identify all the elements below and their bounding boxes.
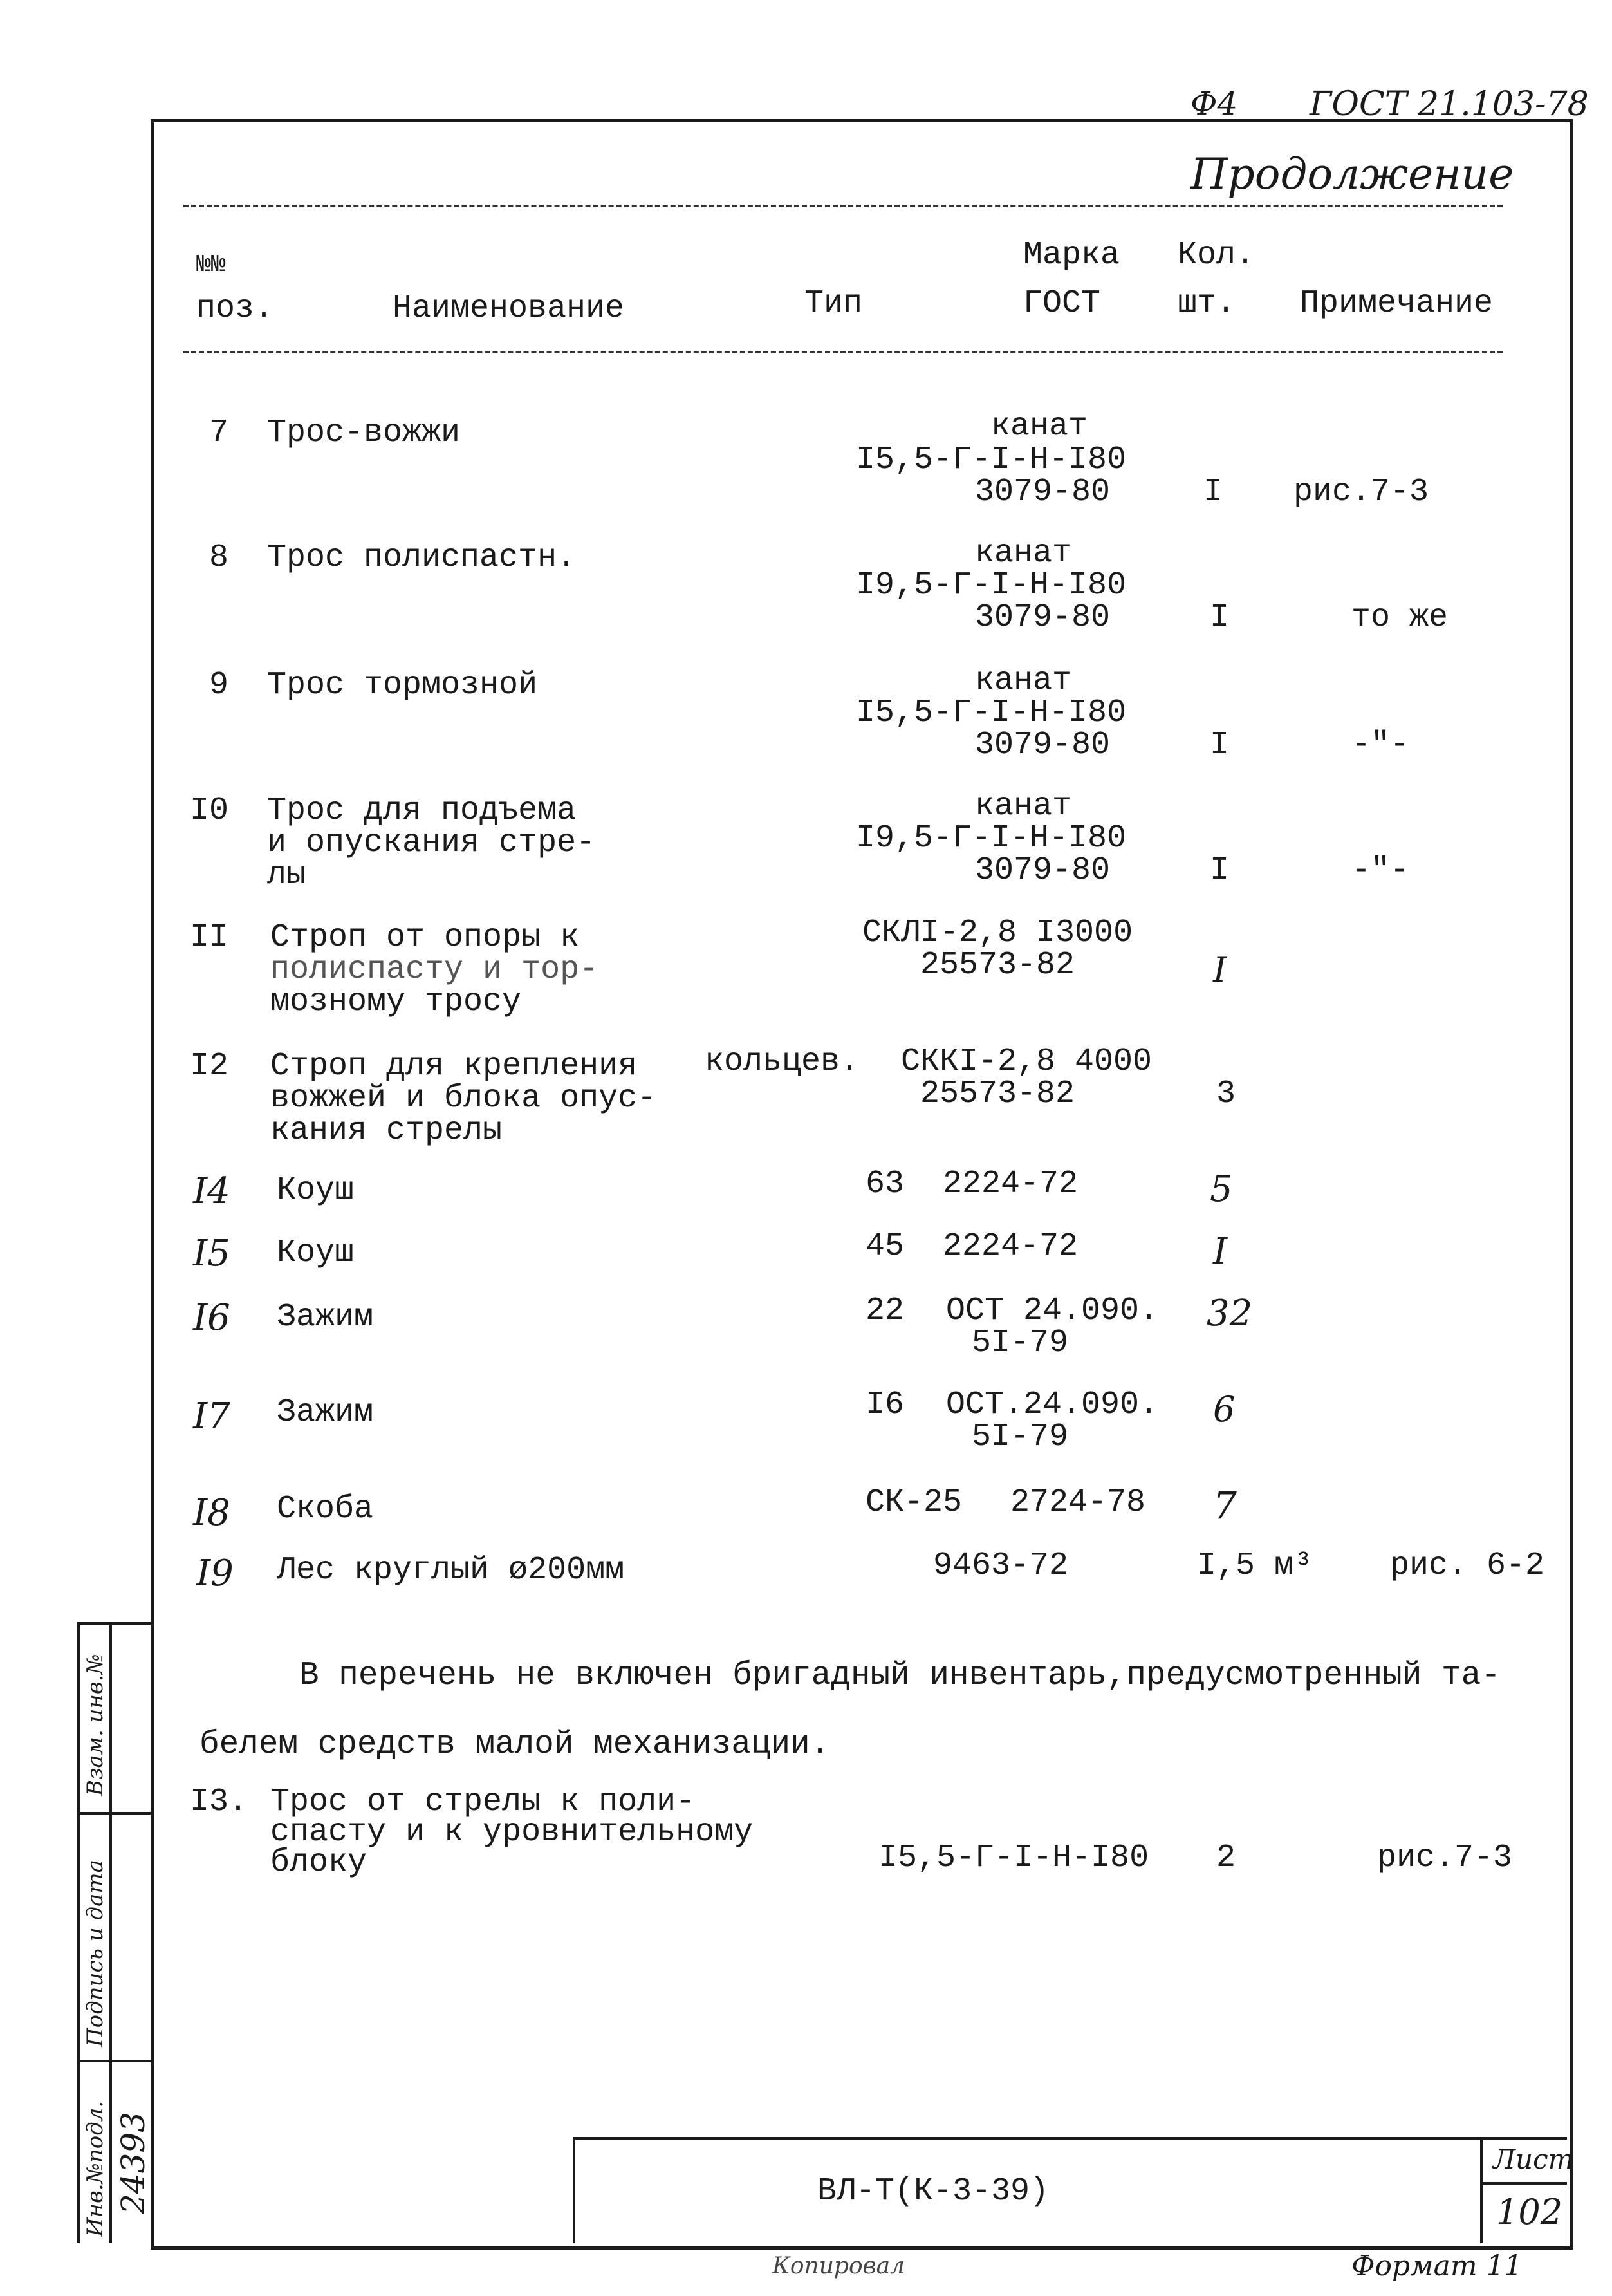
- row-name: полиспасту и тор-: [270, 951, 599, 988]
- row-type: 45: [866, 1228, 905, 1265]
- col-mark-top: Марка: [1023, 237, 1120, 274]
- row-name: Трос-вожжи: [267, 415, 461, 451]
- row-mark: канат: [991, 408, 1088, 445]
- row-mark: 3079-80: [975, 599, 1111, 636]
- row-mark: канат: [975, 788, 1072, 825]
- row-name: вожжей и блока опус-: [270, 1080, 657, 1117]
- row-mark: ОСТ.24.090.: [946, 1386, 1159, 1423]
- row-mark: I9,5-Г-I-Н-I80: [856, 820, 1127, 857]
- col-name: Наименование: [393, 290, 625, 327]
- row-qty: I: [1210, 599, 1230, 636]
- row-pos: 9: [209, 667, 229, 704]
- row-mark: 9463-72: [933, 1547, 1069, 1584]
- row-qty: I: [1203, 474, 1223, 510]
- row-qty: 5: [1210, 1168, 1233, 1210]
- row-pos: 7: [209, 415, 229, 451]
- row-type: СК-25: [866, 1484, 963, 1521]
- side-inv-number: 24393: [115, 2111, 152, 2214]
- row-pos: I5: [193, 1233, 230, 1274]
- title-block-top: [573, 2137, 1567, 2140]
- row-type: кольцев.: [705, 1043, 860, 1080]
- standard-code: ГОСТ 21.103-78: [1310, 85, 1589, 124]
- row-qty: I: [1213, 1231, 1228, 1273]
- row-qty: I: [1213, 949, 1227, 990]
- continuation-label: Продолжение: [1190, 149, 1514, 199]
- header-top-rule: [183, 205, 1503, 207]
- row-mark: 5I-79: [972, 1419, 1069, 1455]
- row-pos: I0: [190, 792, 229, 829]
- extra-row-pos: I3.: [190, 1784, 248, 1820]
- row-pos: I4: [193, 1170, 230, 1212]
- col-pos-bottom: поз.: [196, 290, 274, 327]
- row-note: -"-: [1351, 727, 1410, 763]
- col-mark-bottom: ГОСТ: [1023, 285, 1101, 322]
- row-mark: 2224-72: [943, 1166, 1079, 1202]
- row-name: кания стрелы: [270, 1112, 503, 1149]
- row-mark: 3079-80: [975, 852, 1111, 889]
- col-type: Тип: [804, 285, 863, 322]
- row-name: Лес круглый ø200мм: [277, 1552, 625, 1589]
- row-qty: 3: [1216, 1076, 1236, 1112]
- row-mark: 2224-72: [943, 1228, 1079, 1265]
- designation: ВЛ-Т(К-3-39): [817, 2173, 1050, 2210]
- row-name: лы: [267, 857, 306, 893]
- row-name: Коуш: [277, 1172, 355, 1209]
- row-mark: СКЛI-2,8 I3000: [862, 915, 1133, 951]
- row-name: Коуш: [277, 1235, 355, 1271]
- row-name: Строп от опоры к: [270, 919, 580, 956]
- note-line: белем средств малой механизации.: [199, 1726, 830, 1763]
- col-qty-top: Кол.: [1178, 237, 1255, 274]
- row-pos: I6: [193, 1297, 230, 1339]
- row-pos: I9: [196, 1553, 234, 1594]
- row-note: то же: [1351, 599, 1449, 636]
- row-name: Трос тормозной: [267, 667, 538, 704]
- row-qty: 6: [1213, 1389, 1236, 1430]
- row-mark: 3079-80: [975, 474, 1111, 510]
- row-mark: I5,5-Г-I-Н-I80: [856, 442, 1127, 478]
- row-pos: 8: [209, 539, 229, 576]
- row-qty: 32: [1207, 1293, 1253, 1334]
- row-mark: I5,5-Г-I-Н-I80: [856, 695, 1127, 731]
- row-mark: СККI-2,8 4000: [901, 1043, 1153, 1080]
- row-note: рис. 6-2: [1390, 1547, 1545, 1584]
- title-block-left: [573, 2137, 575, 2243]
- side-stamp-outer: [77, 1622, 80, 2243]
- row-name: Строп для крепления: [270, 1048, 638, 1085]
- header-bottom-rule: [183, 351, 1503, 353]
- extra-row-name: Трос от стрелы к поли-: [270, 1784, 696, 1820]
- row-type: 63: [866, 1166, 905, 1202]
- row-mark: 25573-82: [920, 1076, 1075, 1112]
- row-name: Трос для подъема: [267, 792, 577, 829]
- extra-row-note: рис.7-3: [1377, 1840, 1513, 1876]
- row-mark: 2724-78: [1010, 1484, 1146, 1521]
- col-qty-bottom: шт.: [1178, 285, 1236, 322]
- row-name: Зажим: [277, 1299, 374, 1336]
- side-stamp-rule: [77, 1622, 151, 1625]
- row-pos: II: [190, 919, 229, 956]
- extra-row-qty: 2: [1216, 1840, 1236, 1876]
- row-mark: 5I-79: [972, 1325, 1069, 1361]
- row-pos: I7: [193, 1395, 230, 1437]
- row-mark: 3079-80: [975, 727, 1111, 763]
- row-qty: I: [1210, 852, 1230, 889]
- row-name: Трос полиспастн.: [267, 539, 577, 576]
- row-name: мозному тросу: [270, 984, 522, 1020]
- note-line: В перечень не включен бригадный инвентарь,предусмотренный та-: [299, 1657, 1501, 1694]
- footer-format: Формат 11: [1351, 2250, 1523, 2282]
- row-type: 22: [866, 1293, 905, 1329]
- row-name: Зажим: [277, 1394, 374, 1431]
- row-pos: I8: [193, 1492, 230, 1534]
- side-stamp-rule: [77, 2060, 151, 2062]
- extra-row-name: блоку: [270, 1844, 367, 1881]
- side-label-replaces: Взам. инв.№: [82, 1654, 108, 1796]
- row-mark: канат: [975, 535, 1072, 572]
- row-note: -"-: [1351, 852, 1410, 889]
- row-pos: I2: [190, 1048, 229, 1085]
- row-mark: канат: [975, 662, 1072, 699]
- col-pos-top: №№: [196, 251, 226, 279]
- row-qty: I: [1210, 727, 1230, 763]
- row-name: Скоба: [277, 1491, 374, 1527]
- extra-row-name: спасту и к уровнительному: [270, 1814, 754, 1851]
- side-label-inv-orig: Инв.№подл.: [82, 2100, 108, 2237]
- row-type: I6: [866, 1386, 905, 1423]
- col-note: Примечание: [1300, 285, 1494, 322]
- row-mark: 25573-82: [920, 947, 1075, 984]
- side-stamp-rule: [77, 1812, 151, 1815]
- side-label-signature: Подпись и дата: [82, 1860, 108, 2047]
- row-qty: I,5 м³: [1197, 1547, 1313, 1584]
- sheet-code: Ф4: [1190, 85, 1238, 122]
- sheet-label: Лист: [1493, 2143, 1574, 2175]
- side-stamp-divider: [109, 1622, 112, 2243]
- footer-copied: Копировал: [772, 2253, 905, 2279]
- extra-row-mark: I5,5-Г-I-Н-I80: [878, 1840, 1149, 1876]
- title-block-sheet-divider: [1480, 2137, 1483, 2243]
- row-mark: ОСТ 24.090.: [946, 1293, 1159, 1329]
- title-block-sheet-rule: [1480, 2182, 1567, 2185]
- row-note: рис.7-3: [1293, 474, 1429, 510]
- row-mark: I9,5-Г-I-Н-I80: [856, 567, 1127, 604]
- row-qty: 7: [1213, 1484, 1237, 1527]
- row-name: и опускания стре-: [267, 825, 596, 861]
- sheet-number: 102: [1496, 2192, 1563, 2232]
